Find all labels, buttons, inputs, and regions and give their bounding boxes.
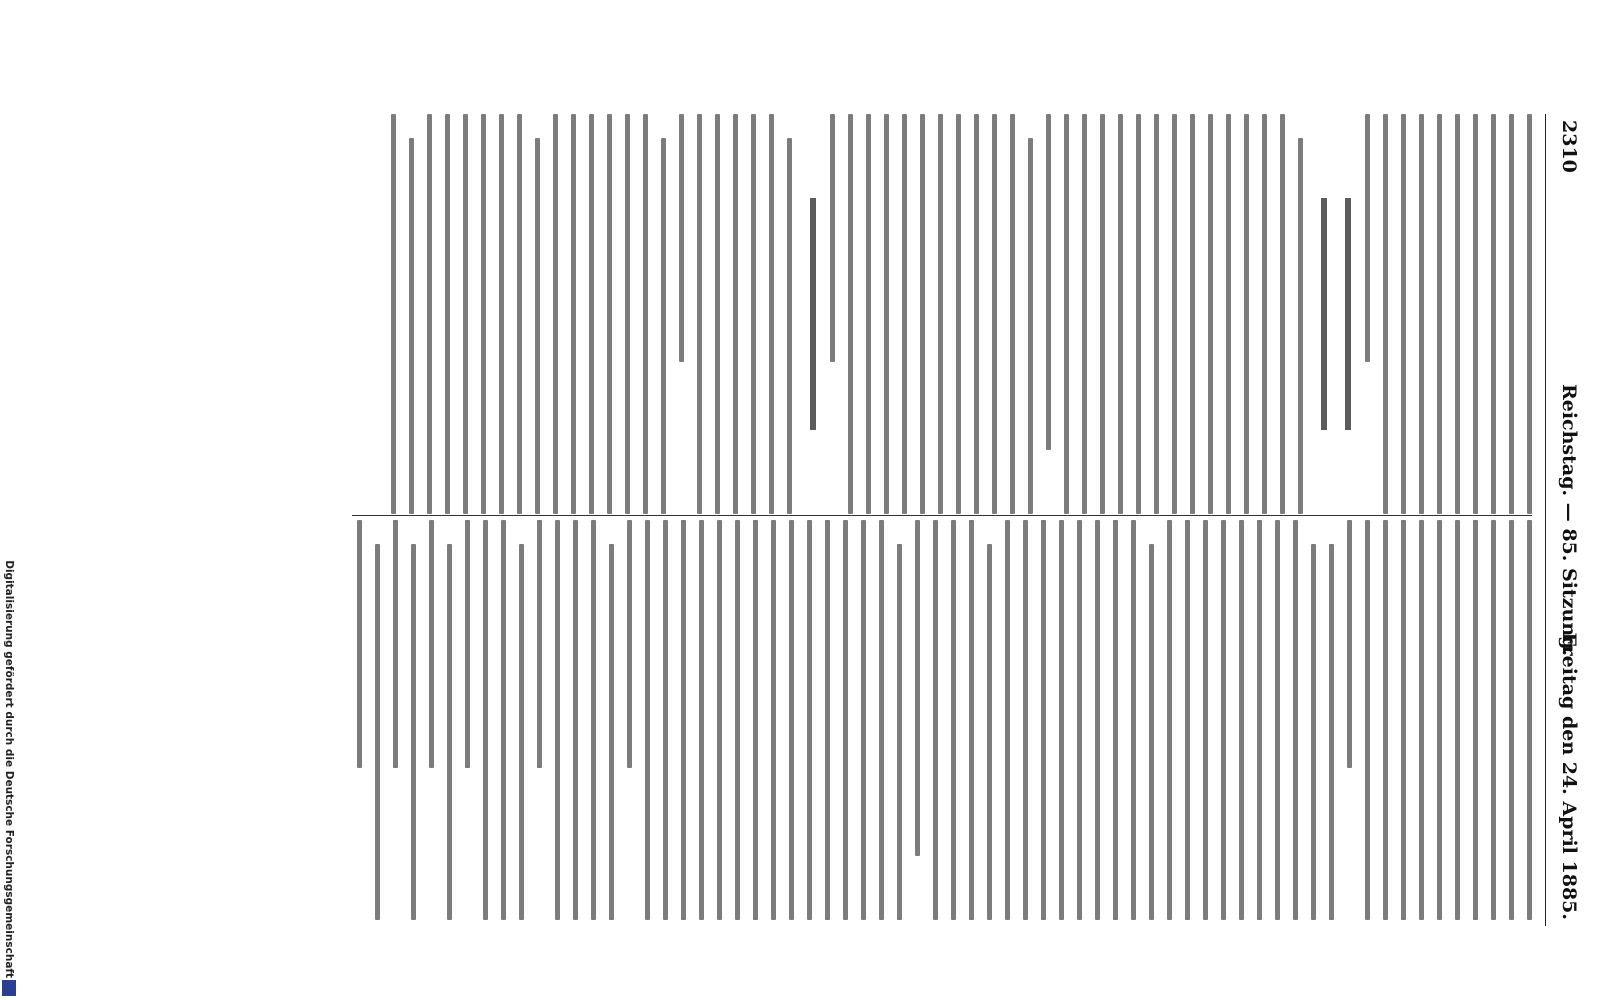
text-line [717,520,722,920]
session-date: Freitag den 24. April 1885. [1558,632,1580,920]
text-line [1280,114,1285,514]
text-line [830,114,835,362]
text-line [1383,114,1388,514]
text-line [1082,114,1087,514]
text-line [1226,114,1231,514]
speaker-heading-line [810,198,816,430]
text-line [902,114,907,514]
text-line [735,520,740,920]
text-line [715,114,720,514]
text-line [1298,138,1303,514]
text-line [1437,520,1442,920]
header-rule [1545,114,1546,926]
text-line [535,138,540,514]
text-line [920,114,925,514]
page-number: 2310 [1558,120,1580,173]
text-line [1244,114,1249,514]
text-line [1167,520,1172,920]
text-line [1329,544,1334,920]
text-line [1437,114,1442,514]
text-line [429,520,434,768]
text-line [974,114,979,514]
text-line [537,520,542,768]
text-line [933,520,938,920]
text-line [427,114,432,514]
text-line [661,138,666,514]
speaker-heading-line [1321,198,1327,430]
text-line [956,114,961,514]
text-line [843,520,848,920]
text-line [1509,114,1514,514]
page-header [1550,120,1580,920]
text-line [1028,138,1033,514]
text-line [787,138,792,514]
text-line [884,114,889,514]
text-line [391,114,396,514]
text-line [1041,520,1046,920]
text-line [357,520,362,768]
text-line [1527,114,1532,514]
text-line [1491,114,1496,514]
text-line [1023,520,1028,920]
text-line [866,114,871,514]
text-line [1383,520,1388,920]
text-line [807,520,812,920]
text-line [1275,520,1280,920]
text-line [517,114,522,514]
text-line [1095,520,1100,920]
text-line [1046,114,1051,450]
text-line [1208,114,1213,514]
text-line [645,520,650,920]
text-line [393,520,398,768]
text-line [463,114,468,514]
text-line [951,520,956,920]
text-line [499,114,504,514]
text-line [1311,544,1316,920]
speaker-heading-line [1345,198,1351,430]
text-line [771,520,776,920]
text-line [501,520,506,920]
text-line [609,544,614,920]
text-line [1149,544,1154,920]
text-line [1527,520,1532,920]
text-line [1455,114,1460,514]
text-line [1455,520,1460,920]
text-line [409,138,414,514]
text-line [445,114,450,514]
text-line [553,114,558,514]
text-line [1419,520,1424,920]
text-line [1347,520,1352,768]
text-line [861,520,866,920]
text-line [573,520,578,920]
text-line [1473,520,1478,920]
text-line [699,520,704,920]
digitization-credit-text: Digitalisierung gefördert durch die Deutsche Forschungsgemeinschaft [3,560,15,978]
text-line [555,520,560,920]
left-text-column [352,114,1532,514]
text-line [625,114,630,514]
text-line [1154,114,1159,514]
text-line [679,114,684,362]
text-line [589,114,594,514]
digitization-credit [3,558,17,978]
text-line [447,544,452,920]
text-line [591,520,596,920]
text-line [1365,520,1370,920]
text-line [519,544,524,920]
text-line [1077,520,1082,920]
text-line [1473,114,1478,514]
text-line [681,520,686,920]
text-line [915,520,920,856]
text-line [643,114,648,514]
text-line [992,114,997,514]
text-line [1203,520,1208,920]
text-line [1190,114,1195,514]
text-line [848,114,853,514]
running-title: Reichstag. — 85. Sitzung. [1558,383,1580,657]
text-line [1005,520,1010,920]
text-line [697,114,702,514]
text-line [751,114,756,514]
text-line [753,520,758,920]
text-line [733,114,738,514]
text-line [1262,114,1267,514]
text-line [1059,520,1064,920]
text-line [465,520,470,768]
text-line [825,520,830,920]
text-line [481,114,486,514]
text-line [1419,114,1424,514]
text-line [1509,520,1514,920]
text-line [1221,520,1226,920]
text-line [938,114,943,514]
text-line [1185,520,1190,920]
text-line [607,114,612,514]
text-line [1401,520,1406,920]
text-line [769,114,774,514]
text-line [789,520,794,920]
text-line [897,544,902,920]
column-divider [352,515,1532,516]
text-line [1136,114,1141,514]
text-line [411,544,416,920]
text-line [1131,520,1136,920]
scanned-page [316,50,1616,950]
text-line [1365,114,1370,362]
text-line [483,520,488,920]
text-line [879,520,884,920]
text-line [1491,520,1496,920]
text-line [1401,114,1406,514]
text-line [969,520,974,920]
right-text-column [352,520,1532,920]
text-line [987,544,992,920]
text-line [1100,114,1105,514]
dfg-logo [2,980,16,996]
text-line [1118,114,1123,514]
text-line [1239,520,1244,920]
text-line [663,520,668,920]
text-line [1257,520,1262,920]
text-line [1010,114,1015,514]
text-line [1064,114,1069,514]
text-line [1113,520,1118,920]
text-line [571,114,576,514]
text-line [1293,520,1298,920]
text-line [375,544,380,920]
text-line [627,520,632,768]
text-line [1172,114,1177,514]
